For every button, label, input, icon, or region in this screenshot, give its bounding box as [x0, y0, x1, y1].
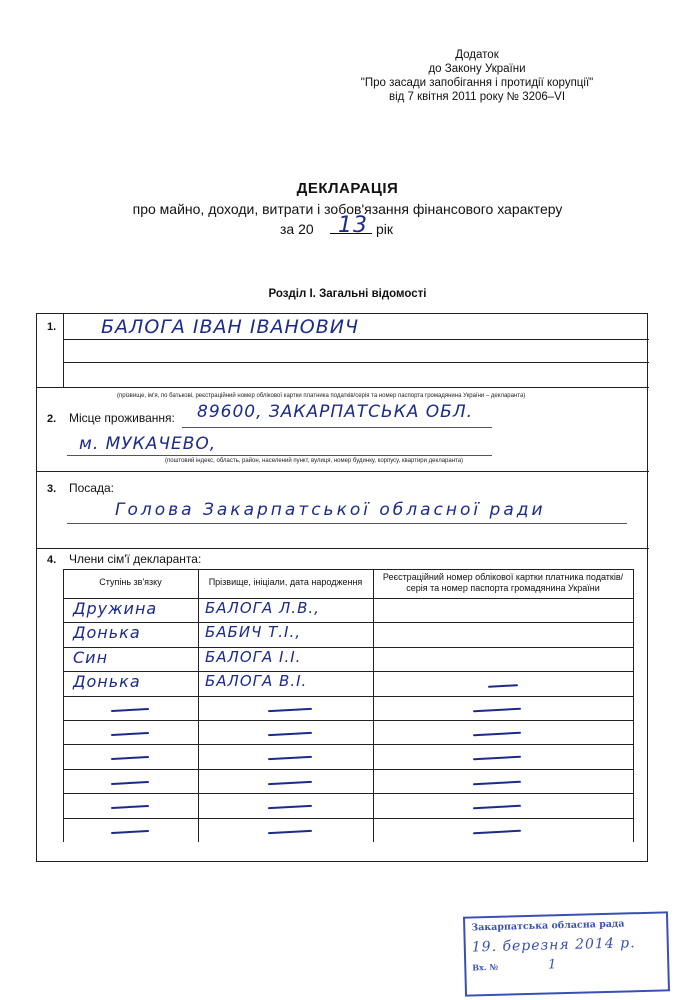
document-subtitle: про майно, доходи, витрати і зобов'язання фінансового характеру — [132, 201, 563, 217]
empty-dash — [268, 781, 312, 785]
declarant-note: (прізвище, ім'я, по батькові, реєстраційний номер облікової картки платника податків/серія та номер паспорта громадянина України – декларанта) — [117, 393, 526, 399]
stamp-incoming-number — [472, 955, 661, 975]
empty-dash — [268, 756, 312, 760]
empty-dash — [111, 805, 149, 809]
position-label: Посада: — [69, 481, 114, 495]
appendix-line: від 7 квітня 2011 року № 3206–VI — [388, 91, 566, 103]
item-number: 1. — [47, 321, 57, 333]
family-row — [63, 720, 633, 744]
year-value: 13 — [338, 213, 368, 238]
column-header-relation: Ступінь зв'язку — [99, 577, 162, 587]
family-name: БАЛОГА Л.В., — [205, 599, 320, 617]
empty-dash — [268, 707, 312, 711]
year-line — [0, 213, 695, 241]
table-divider — [37, 387, 649, 388]
year-suffix: рік — [376, 221, 394, 237]
stamp-vh-value: 1 — [547, 957, 557, 973]
residence-underline — [182, 427, 492, 428]
table-divider — [63, 339, 649, 340]
family-row — [63, 598, 633, 622]
family-relation: Син — [73, 647, 109, 667]
item-number: 2. — [47, 413, 57, 425]
table-divider — [63, 362, 649, 363]
table-divider — [63, 569, 633, 570]
residence-label: Місце проживання: — [69, 411, 175, 425]
residence-underline — [67, 455, 492, 456]
stamp-vh-label: Вх. № — [472, 961, 499, 973]
declarant-name: БАЛОГА ІВАН ІВАНОВИЧ — [101, 316, 360, 338]
empty-dash — [111, 756, 149, 760]
family-row — [63, 696, 633, 720]
family-name: БАЛОГА В.І. — [205, 672, 308, 691]
general-info-table — [36, 313, 648, 862]
empty-dash — [268, 805, 312, 809]
empty-dash — [111, 781, 149, 785]
year-prefix: за 20 — [280, 221, 314, 237]
table-divider — [37, 548, 649, 549]
document-title: ДЕКЛАРАЦІЯ — [296, 180, 399, 197]
empty-dash — [111, 708, 149, 712]
table-divider — [63, 314, 64, 387]
appendix-line: Додаток — [455, 49, 499, 61]
family-row — [63, 793, 633, 817]
empty-dash — [268, 732, 312, 736]
family-row — [63, 818, 633, 842]
title-block — [0, 180, 695, 241]
family-row — [63, 647, 633, 671]
family-name: БАБИЧ Т.І., — [205, 623, 302, 642]
family-row — [63, 622, 633, 646]
empty-dash — [488, 684, 518, 688]
empty-dash — [473, 805, 521, 810]
empty-dash — [473, 707, 521, 712]
empty-dash — [111, 830, 149, 834]
column-header-id: Реєстраційний номер облікової картки платника податків/ серія та номер паспорта громадянина України — [382, 572, 624, 593]
family-row — [63, 671, 633, 695]
position-underline — [67, 523, 627, 524]
table-divider — [37, 471, 649, 472]
stamp-organization: Закарпатська обласна рада — [471, 918, 625, 934]
empty-dash — [111, 732, 149, 736]
appendix-reference — [347, 48, 607, 104]
family-table — [63, 569, 633, 842]
family-label: Члени сім'ї декларанта: — [69, 552, 202, 566]
item-number: 3. — [47, 483, 57, 495]
family-row — [63, 744, 633, 768]
registration-stamp — [463, 911, 670, 996]
stamp-date: 19. березня 2014 р. — [471, 935, 636, 956]
empty-dash — [268, 829, 312, 833]
residence-line-1: 89600, ЗАКАРПАТСЬКА ОБЛ. — [197, 402, 474, 422]
table-divider — [633, 569, 634, 842]
residence-line-2: м. МУКАЧЕВО, — [79, 434, 217, 454]
empty-dash — [473, 781, 521, 786]
empty-dash — [473, 756, 521, 761]
family-relation: Донька — [73, 672, 141, 692]
empty-dash — [473, 829, 521, 834]
family-row — [63, 769, 633, 793]
item-number: 4. — [47, 554, 57, 566]
appendix-line: до Закону України — [428, 63, 526, 75]
position-value: Голова Закарпатської обласної ради — [115, 500, 546, 520]
appendix-line: "Про засади запобігання і протидії корупції" — [360, 77, 594, 89]
section-title: Розділ І. Загальні відомості — [268, 288, 427, 300]
family-relation: Донька — [73, 623, 141, 643]
empty-dash — [473, 732, 521, 737]
residence-note: (поштовий індекс, область, район, населений пункт, вулиця, номер будинку, корпусу, квартири декларанта) — [165, 458, 464, 464]
family-name: БАЛОГА І.І. — [205, 647, 302, 666]
column-header-name: Прізвище, ініціали, дата народження — [208, 577, 363, 587]
family-relation: Дружина — [73, 599, 158, 618]
